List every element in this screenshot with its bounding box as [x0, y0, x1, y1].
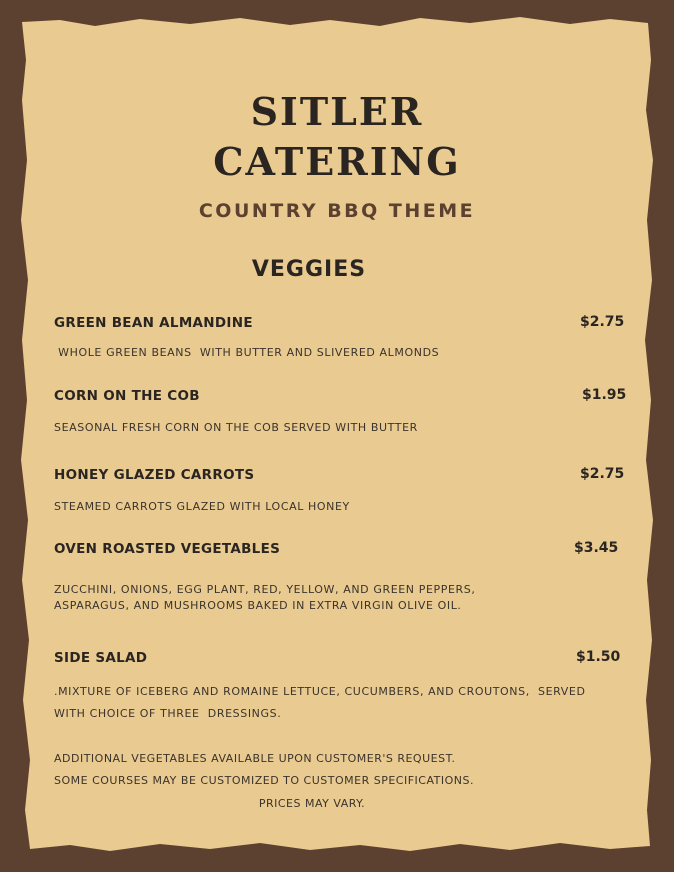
footer-note: SOME COURSES MAY BE CUSTOMIZED TO CUSTOMER SPECIFICATIONS. — [54, 774, 474, 787]
menu-item-price: $2.75 — [580, 466, 625, 482]
menu-item-name: CORN ON THE COB — [54, 388, 200, 404]
menu-item-name: HONEY GLAZED CARROTS — [54, 467, 255, 483]
menu-item-name: GREEN BEAN ALMANDINE — [54, 315, 253, 331]
menu-item-description: WHOLE GREEN BEANS WITH BUTTER AND SLIVERED ALMONDS — [54, 346, 440, 359]
menu-item-description: ZUCCHINI, ONIONS, EGG PLANT, RED, YELLOW, AND GREEN PEPPERS, — [54, 583, 476, 596]
section-title: VEGGIES — [251, 257, 367, 282]
footer-note: PRICES MAY VARY. — [258, 797, 366, 810]
menu-item-description: WITH CHOICE OF THREE DRESSINGS. — [54, 707, 282, 720]
menu-item-price: $1.50 — [576, 649, 621, 665]
title-line-1: SITLER — [250, 89, 424, 134]
menu-item-description: STEAMED CARROTS GLAZED WITH LOCAL HONEY — [54, 500, 350, 513]
menu-item-price: $1.95 — [582, 387, 627, 403]
menu-item-name: OVEN ROASTED VEGETABLES — [54, 541, 281, 557]
menu-item-description: SEASONAL FRESH CORN ON THE COB SERVED WITH BUTTER — [54, 421, 418, 434]
title-line-2: CATERING — [213, 139, 461, 184]
theme-subtitle: COUNTRY BBQ THEME — [198, 200, 476, 222]
footer-note: ADDITIONAL VEGETABLES AVAILABLE UPON CUSTOMER'S REQUEST. — [54, 752, 456, 765]
menu-item-description: .MIXTURE OF ICEBERG AND ROMAINE LETTUCE, CUCUMBERS, AND CROUTONS, SERVED — [54, 685, 586, 698]
menu-item-price: $3.45 — [574, 540, 619, 556]
menu-item-description: ASPARAGUS, AND MUSHROOMS BAKED IN EXTRA VIRGIN OLIVE OIL. — [54, 599, 462, 612]
menu-item-price: $2.75 — [580, 314, 625, 330]
menu-item-name: SIDE SALAD — [54, 650, 148, 666]
